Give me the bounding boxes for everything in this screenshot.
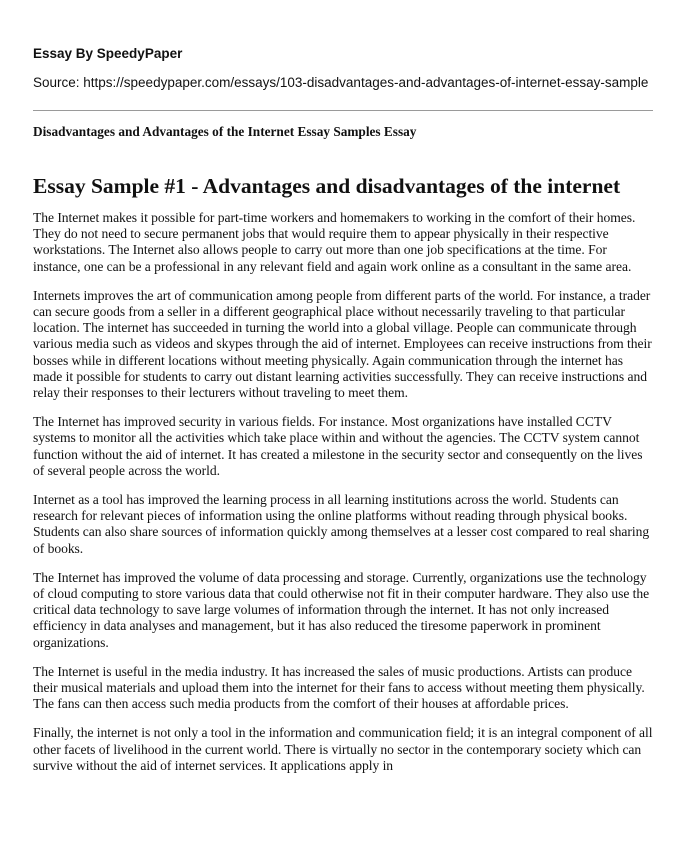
essay-body [33, 210, 653, 774]
source-url: Source: https://speedypaper.com/essays/103-disadvantages-and-advantages-of-internet-essay-sample [33, 75, 649, 90]
paragraph: The Internet has improved the volume of data processing and storage. Currently, organizations use the technology of cloud computing to store various data that could otherwise not fit in their computer hardware. They also use the critical data technology to save large volumes of information through the internet. It has not only increased efficiency in data analyses and management, but it has also reduced the tiresome paperwork in prominent organizations. [33, 569, 650, 650]
brand-title: Essay By SpeedyPaper [33, 46, 183, 61]
paragraph: Internet as a tool has improved the learning process in all learning institutions across the world. Students can research for relevant pieces of information using the online platforms without reading through physical books. Students can also share sources of information quickly among themselves at a lesser cost compared to real sharing of books. [33, 492, 650, 556]
document-title: Disadvantages and Advantages of the Internet Essay Samples Essay [33, 124, 417, 139]
paragraph: Finally, the internet is not only a tool in the information and communication field; it is an integral component of all other facets of livelihood in the current world. There is virtually no sector in the contemporary society which can survive without the aid of internet services. It applications apply in [33, 725, 653, 773]
document-page [33, 0, 653, 774]
essay-heading: Essay Sample #1 - Advantages and disadvantages of the internet [33, 174, 621, 198]
paragraph: The Internet has improved security in various fields. For instance. Most organizations have installed CCTV systems to monitor all the activities which take place within and without the agencies. The CCTV system cannot function without the aid of internet. It has created a milestone in the security sector and consequently on the lives of several people across the world. [33, 414, 643, 478]
paragraph: Internets improves the art of communication among people from different parts of the world. For instance, a trader can secure goods from a seller in a different geographical place without necessarily traveling to that particular location. The internet has succeeded in turning the world into a global village. People can communicate through various media such as videos and skypes through the aid of internet. Employees can receive instructions from their bosses while in different locations without meeting physically. Again communication through the internet has made it possible for students to carry out distant learning activities successfully. They can receive instructions and relay their responses to their lecturers without traveling to meet them. [33, 287, 652, 401]
paragraph: The Internet makes it possible for part-time workers and homemakers to working in the comfort of their homes. They do not need to secure permanent jobs that would require them to appear physically in their respective workstations. The Internet also allows people to carry out more than one job specifications at the time. For instance, one can be a professional in any relevant field and again work online as a consultant in the same area. [33, 210, 636, 274]
paragraph: The Internet is useful in the media industry. It has increased the sales of music productions. Artists can produce their musical materials and upload them into the internet for their fans to access without meeting them physically. The fans can then access such media products from the comfort of their houses at affordable prices. [33, 663, 645, 712]
header-divider [33, 110, 653, 111]
